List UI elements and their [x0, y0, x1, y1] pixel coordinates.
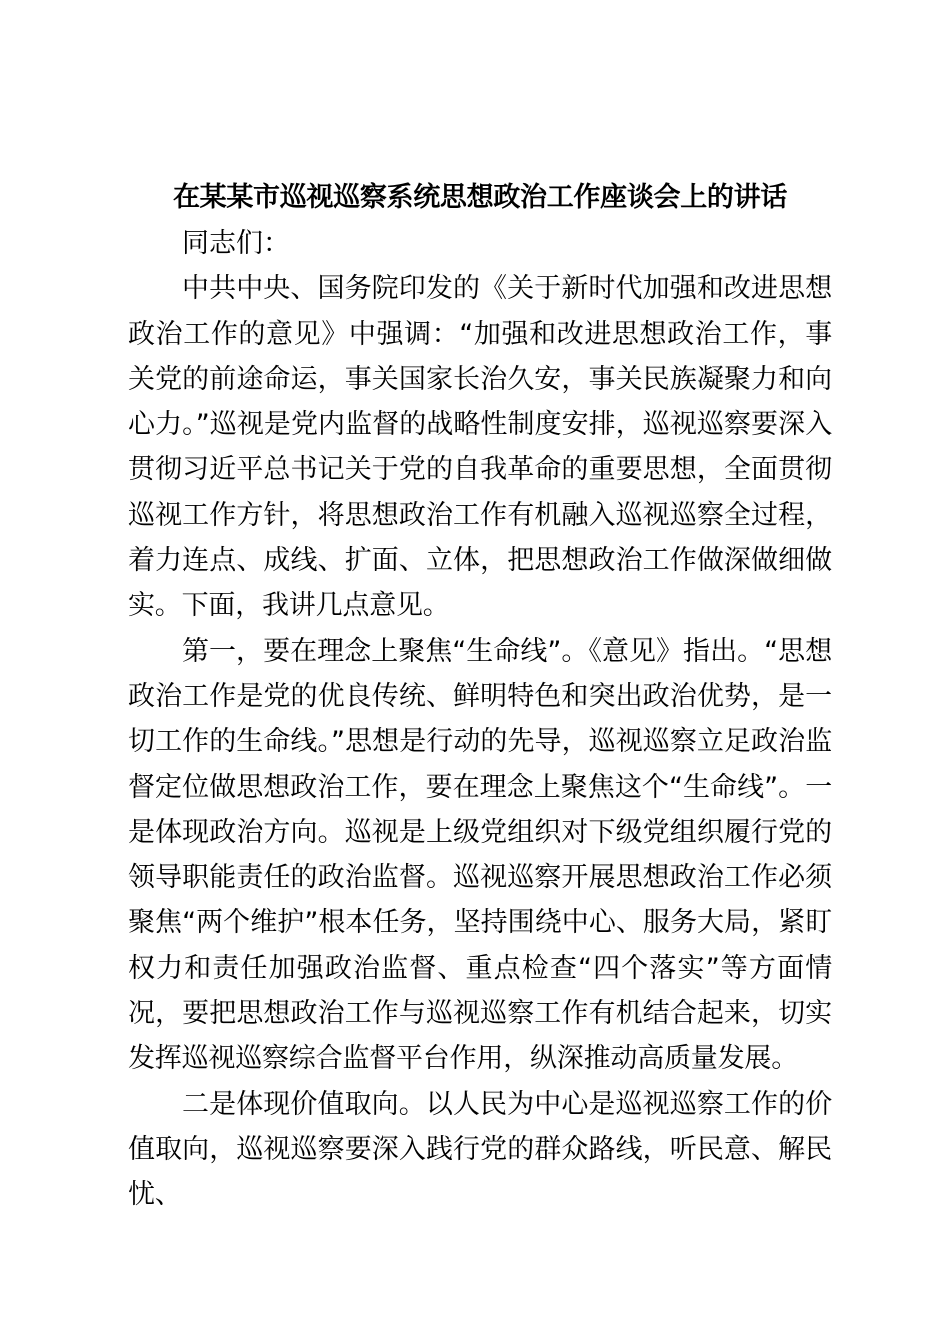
- paragraph-intro: 中共中央、国务院印发的《关于新时代加强和改进思想政治工作的意见》中强调：“加强和改进思想政治工作，事关党的前途命运，事关国家长治久安，事关民族凝聚力和向心力。”巡视是党内监督的战略性制度安排，巡视巡察要深入贯彻习近平总书记关于党的自我革命的重要思想，全面贯彻巡视工作方针，将思想政治工作有机融入巡视巡察全过程，着力连点、成线、扩面、立体，把思想政治工作做深做细做实。下面，我讲几点意见。: [128, 273, 832, 622]
- document-title: 在某某市巡视巡察系统思想政治工作座谈会上的讲话: [172, 182, 788, 213]
- document-body: [128, 175, 832, 1218]
- paragraph-first-point: 第一，要在理念上聚焦“生命线”。《意见》指出。“思想政治工作是党的优良传统、鲜明特色和突出政治优势，是一切工作的生命线。”思想是行动的先导，巡视巡察立足政治监督定位做思想政治工作，要在理念上聚焦这个“生命线”。一是体现政治方向。巡视是上级党组织对下级党组织履行党的领导职能责任的政治监督。巡视巡察开展思想政治工作必须聚焦“两个维护”根本任务，坚持围绕中心、服务大局，紧盯权力和责任加强政治监督、重点检查“四个落实”等方面情况，要把思想政治工作与巡视巡察工作有机结合起来，切实发挥巡视巡察综合监督平台作用，纵深推动高质量发展。: [128, 635, 832, 1075]
- salutation: 同志们：: [182, 228, 290, 259]
- paragraph-value-orientation: 二是体现价值取向。以人民为中心是巡视巡察工作的价值取向，巡视巡察要深入践行党的群众路线，听民意、解民忧、: [128, 1088, 832, 1211]
